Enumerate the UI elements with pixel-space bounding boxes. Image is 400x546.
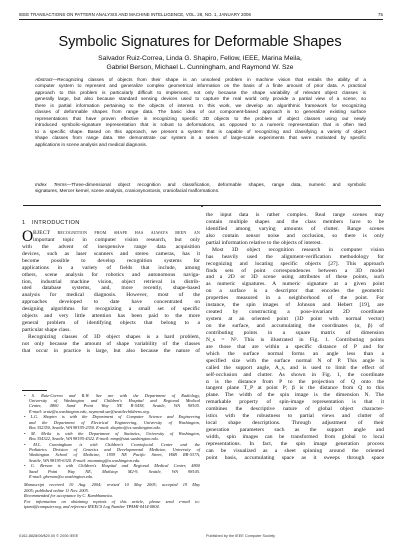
footnote-line: University of Washington and Children's Hospital and Regional Medical (29, 397, 200, 403)
footnote-line: E-mail: sruiz@u.washington.edu, raymond.sze@seattlechildrens.org. (29, 408, 150, 414)
journal-header: IEEE TRANSACTIONS ON PATTERN ANALYSIS AND MACHINE INTELLIGENCE, VOL. 28, NO. 1, JANUARY 2006 (19, 12, 251, 17)
body-line: self-occlusion and clutter. As shown in Fig. 1, the coordinate (206, 371, 384, 378)
footnote-line: Pediatrics Division of Genetics and Developmental Medicine, University of (29, 447, 200, 453)
body-line: identified among varying amounts of clutter. Range scenes (206, 225, 384, 232)
body-paragraph (206, 247, 384, 462)
body-line: that occur in practice is large, but also because the nature of (22, 347, 200, 354)
body-line: properties measured in a neighborhood of the point. For (206, 295, 384, 302)
body-line: designing algorithms for recognizing a small set of specific (22, 306, 200, 313)
abstract-line: applications in scene analysis and medical diagnosis. (35, 142, 148, 148)
abstract-line: shape classes from range data. We demonstrate our system in a series of large-scale experiments that were motivated by specific (35, 136, 366, 142)
footnote-line: tpami@computer.org, and reference IEEECS Log Number TPAMI-0414-0804. (24, 504, 160, 510)
footnote-rule (22, 390, 47, 391)
body-line: generation parameters such as the support angle and (206, 427, 384, 434)
body-line: uted database systems, and, more recently, shape-based (22, 285, 200, 292)
copyright-notice: 0162-8828/06/$20.00 © 2006 IEEE (19, 534, 79, 538)
footnote-affiliation (22, 393, 200, 415)
body-line: tangent plane T_P at point P; β is the distance from Q to this (206, 385, 384, 392)
body-line: remarkable property of spin-image representation is that it (206, 399, 384, 406)
body-line: with the advent of inexpensive range data acquisition (22, 243, 200, 250)
body-line: finds sets of point correspondences between a 3D model (206, 267, 384, 274)
footnote-line: Sand Point Way NE, Mailstop M2-9, Seattle, WA 98105. (29, 468, 200, 474)
section-number: 1 (22, 220, 26, 226)
body-line: specified size with the surface normal N of P. This angle is (206, 357, 384, 364)
body-line: partial information relative to the objects of interest. (206, 239, 322, 246)
body-line: BJECT recognition from shape has always been an (33, 229, 200, 236)
body-line: the input data is rather complex. Real range scenes may (206, 212, 384, 218)
running-head (19, 12, 383, 20)
body-line: local shape descriptions. Through adjustment of their (206, 420, 384, 427)
body-line: on the surface, and accumulating the coordinates (α, β) of (206, 323, 384, 329)
body-paragraph (22, 334, 200, 355)
body-line: tion, industrial machine vision, object retrieval in distrib- (22, 278, 200, 285)
author-line: Gabriel Berson, Michael L. Cunningham, and Raymond W. Sze (106, 63, 294, 71)
body-line: approaches developed to date have concentrated on (22, 299, 200, 306)
body-line: Most 3D object recognition research in computer vision (212, 246, 384, 253)
abstract-line: —Recognizing classes of objects from their shape is an unsolved problem in machine vision that entails the ability of a (52, 78, 366, 83)
section-divider (23, 205, 381, 206)
body-line: and a 2D or 3D scene using attributes of these points, such (206, 274, 384, 281)
abstract-line: to a specific shape. Based on this approach, we present a system that is capable of recognizing and classifying a variety of object (35, 129, 366, 135)
footnote-affiliation (22, 463, 200, 479)
footnote-line: • S. Ruiz-Correa and R.W. Sze are with the Department of Radiology, (24, 392, 200, 398)
footnote-line: Box 354322, Seattle, WA 98195-4322. E-mail: mmp@stat.washington.edu. (29, 436, 159, 442)
footnote-line: Manuscript received 10 Aug. 2004; revised 10 May 2005; accepted 19 May (24, 482, 200, 488)
body-line: istics with the robustness to partial views and clutter of (206, 413, 384, 420)
footnote-line: For information on obtaining reprints of this article, please send e-mail to: (24, 498, 200, 504)
body-line: others, scene analysis for robotics and autonomous naviga- (22, 271, 200, 278)
section-title: INTRODUCTION (32, 220, 80, 226)
index-terms-lead: Index Terms (35, 183, 67, 188)
body-line: on a surface is a descriptor that encodes the geometric (206, 288, 384, 295)
abstract-line: representations that have proven effective in recognizing specific 3D objects to the problem of object classes using our newly (35, 116, 366, 122)
body-line: become possible to develop recognition systems for (22, 257, 200, 264)
dropcap-letter: O (22, 227, 34, 245)
body-line: Recognizing classes of 3D object shapes is a hard problem, (28, 334, 200, 341)
index-terms-line: —Three-dimensional object recognition and classification, deformable shapes, range data, numeric and symbolic (66, 183, 366, 188)
abstract-lead: Abstract (35, 78, 53, 83)
footnote-line: and the Department of Electrical Engineering, University of Washington, (29, 419, 200, 425)
footnote-line: • G. Berson is with Children's Hospital and Regional Medical Center, 4800 (24, 463, 200, 469)
intro-paragraph (22, 227, 200, 334)
body-line: contain multiple shapes and the class members have to be (206, 218, 384, 225)
body-line: instance, the spin images of Johnson and Hebert [19], are (206, 302, 384, 309)
body-line: representations. In fact, the spin image generation process (206, 440, 384, 447)
footnote-line: • M. Meila is with the Department of Statistics, University of Washington, (24, 430, 200, 436)
abstract-line: introduced symbolic-signature representation that is robust to deformations, as opposed to a numeric representation that is often tied (35, 123, 366, 129)
body-line: point basis, accumulating space as it sweeps through space (206, 454, 384, 461)
body-line: recognizing and locating specific objects [27]. This approach (206, 260, 384, 267)
footnote-affiliation (22, 431, 200, 442)
body-line: as numeric signatures. A numeric signature at a given point (206, 281, 384, 288)
paper-title: Symbolic Signatures for Deformable Shapes (58, 34, 342, 50)
left-column (22, 220, 200, 355)
body-line: can be visualized as a sheet spinning around the oriented (206, 447, 384, 454)
footnote-line: Recommended for acceptance by C. Kambhamettu. (24, 493, 113, 499)
footnote-line: E-mail: gberson@u.washington.edu. (29, 474, 94, 480)
right-column (206, 212, 384, 462)
footnote-line: • L.G. Shapiro is with the Department of Computer Science and Engineering (24, 414, 200, 420)
abstract-line: computer system to represent and generalize complex geometrical information on the basis of a finite amount of prior data. A practical (35, 84, 366, 90)
body-paragraph (206, 212, 384, 247)
abstract-line: approach to this problem is particularly difficult to implement, not only because the shape variability of relevant object classes is (35, 90, 366, 96)
body-line: created by constructing a pose-invariant 2D coordinate (206, 309, 384, 316)
body-line: combines the descriptive nature of global object character- (206, 406, 384, 413)
footnote-line: 2005; published online 11 Nov. 2005. (24, 487, 89, 493)
abstract-line: generally large, but also because standard sensing devices used to capture the real world only provide a partial view of a scene, so (35, 97, 366, 103)
footnote-line: Washington School of Medicine, 1959 NE Pacific Street, HSB RR-537A, (29, 452, 200, 458)
body-line: devices, such as laser scanners and stereo cameras, has it (22, 250, 200, 257)
footnote-line: Box 352350, Seattle, WA 98195-2350. E-mail: shapiro@cs.washington.edu. (29, 425, 161, 431)
body-line: has heavily used the alignment-verification methodology for (206, 253, 384, 260)
abstract-line: there is partial information pertaining to the objects of interest. In this work, we develop an algorithmic framework for recognizing (35, 103, 366, 109)
page-number: 75 (378, 12, 383, 17)
publisher-notice: Published by the IEEE Computer Society (206, 534, 276, 538)
body-line: system at an oriented point (3D point with normal vector) (206, 316, 384, 323)
body-line: applications in a variety of fields that include, among (22, 264, 200, 271)
footnote-line: Center, 4800 Sand Point Way NE R-5438, Seattle, WA 98105. (29, 403, 200, 409)
body-line: contributing points in a square matrix of dimension (206, 329, 384, 336)
body-line: particular shape class. (22, 327, 71, 334)
footnote-affiliation (22, 442, 200, 464)
index-terms (35, 183, 366, 196)
body-line: general problem of identifying objects that belong to a (22, 320, 200, 327)
body-line: not only because the amount of shape variability of the classes (22, 340, 200, 347)
footnotes (22, 390, 200, 510)
body-line: also contain sensor noise and occlusion, so there is only (206, 232, 384, 239)
abstract (35, 78, 366, 149)
footnote-line: Seattle, WA 98195-6320. E-mail: mcunning@u.washington.edu. (29, 457, 141, 463)
index-terms-line: signatures, Mercer kernel, scene analysis, craniosynostosis, craniofacial malformations. (35, 189, 220, 195)
body-line: which the surface normal forms an angle less than a (206, 350, 384, 357)
body-line: α is the distance from P to the projection of Q onto the (206, 378, 384, 385)
body-line: called the support angle, A_s, and is used to limit the effect of (206, 364, 384, 371)
section-heading (22, 220, 200, 227)
body-line: width, spin images can be transformed from global to local (206, 434, 384, 440)
author-line: Salvador Ruiz-Correa, Linda G. Shapiro, Fellow, IEEE, Marina Meila, (98, 55, 302, 62)
manuscript-info (22, 482, 200, 509)
body-line: objects and very little attention has been paid to the more (22, 313, 200, 320)
author-list (60, 55, 340, 72)
footnote-line: • M.L. Cunningham is with Children's Craniofacial Center and the (24, 441, 200, 447)
abstract-line: classes of deformable shapes from range data. The basic idea of our component-based approach is to generalize existing surface (35, 110, 366, 116)
body-line: N_s = N². This is illustrated in Fig. 1. Contributing points (206, 336, 384, 343)
body-line: are those that are within a specific distance of P and for (206, 343, 384, 350)
body-line: important topic in computer vision research, but only (33, 236, 200, 243)
body-line: plane. The width of the spin image is the dimension N. The (206, 392, 384, 399)
footnote-affiliation (22, 414, 200, 430)
body-line: analysis for medical diagnosis. However, most of the (22, 292, 200, 299)
